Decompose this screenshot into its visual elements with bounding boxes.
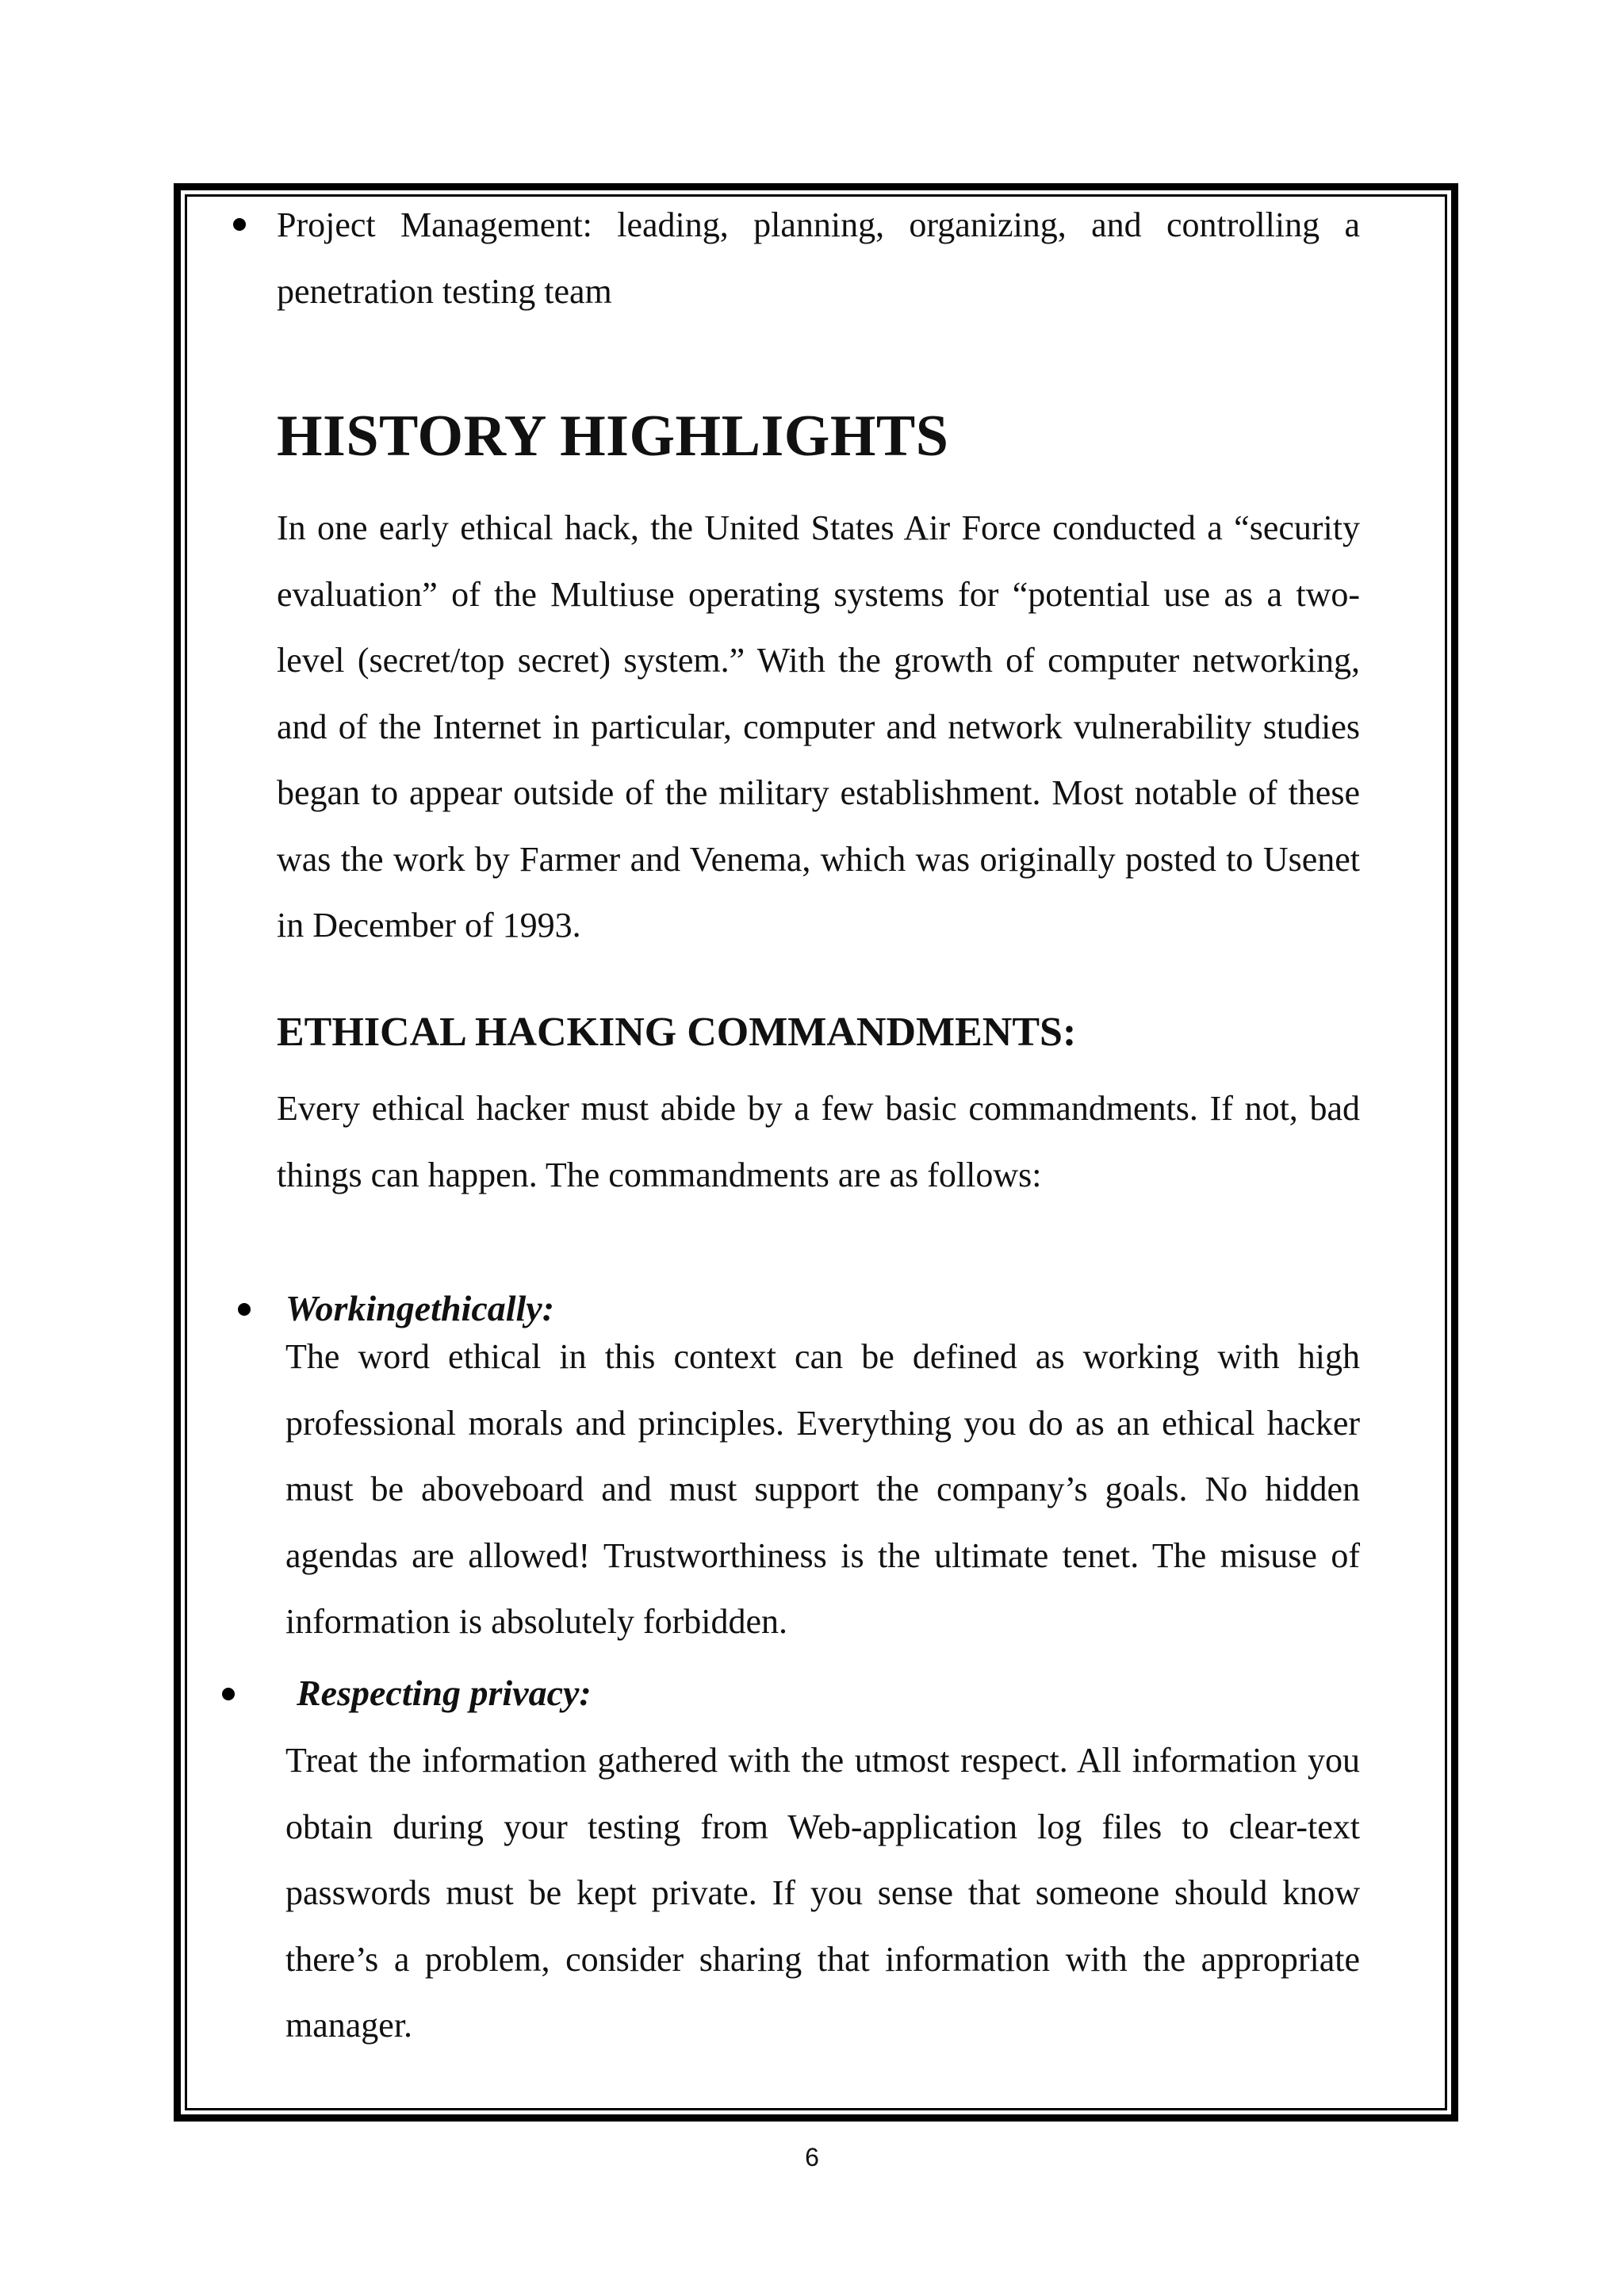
bullet-icon <box>238 1303 251 1316</box>
page-number: 6 <box>805 2143 819 2171</box>
bullet-icon <box>233 218 246 231</box>
commandment-body: The word ethical in this context can be defined as working with high professional morals and principles. Everything you do as an ethical hacker must be aboveboard and must support the company’s goals. No hidden agendas are allowed! Trustworthiness is the ultimate tenet. The misuse of information is absolutely forbidden. <box>285 1337 1360 1641</box>
commandments-heading: ETHICAL HACKING COMMANDMENTS: <box>277 1010 1077 1055</box>
commandment-title: Respecting privacy: <box>297 1673 592 1713</box>
commandment-body: Treat the information gathered with the utmost respect. All information you obtain during your testing from Web-application log files to clear-text passwords must be kept private. If you sense that someone should know there’s a problem, consider sharing that information with the appropriate manager. <box>285 1741 1360 2045</box>
commandment-title: Workingethically: <box>285 1288 555 1328</box>
intro-bullet-text: Project Management: leading, planning, organizing, and controlling a penetration testing team <box>277 205 1360 311</box>
bullet-icon <box>222 1688 235 1700</box>
history-heading: HISTORY HIGHLIGHTS <box>277 404 949 469</box>
history-paragraph: In one early ethical hack, the United States Air Force conducted a “security evaluation” of the Multiuse operating systems for “potential use as a two-level (secret/top secret) system.” With the growth of computer networking, and of the Internet in particular, computer and network vulnerability studies began to appear outside of the military establishment. Most notable of these was the work by Farmer and Venema, which was originally posted to Usenet in December of 1993. <box>277 508 1360 945</box>
commandments-intro: Every ethical hacker must abide by a few basic commandments. If not, bad things can happen. The commandments are as follows: <box>277 1089 1360 1194</box>
